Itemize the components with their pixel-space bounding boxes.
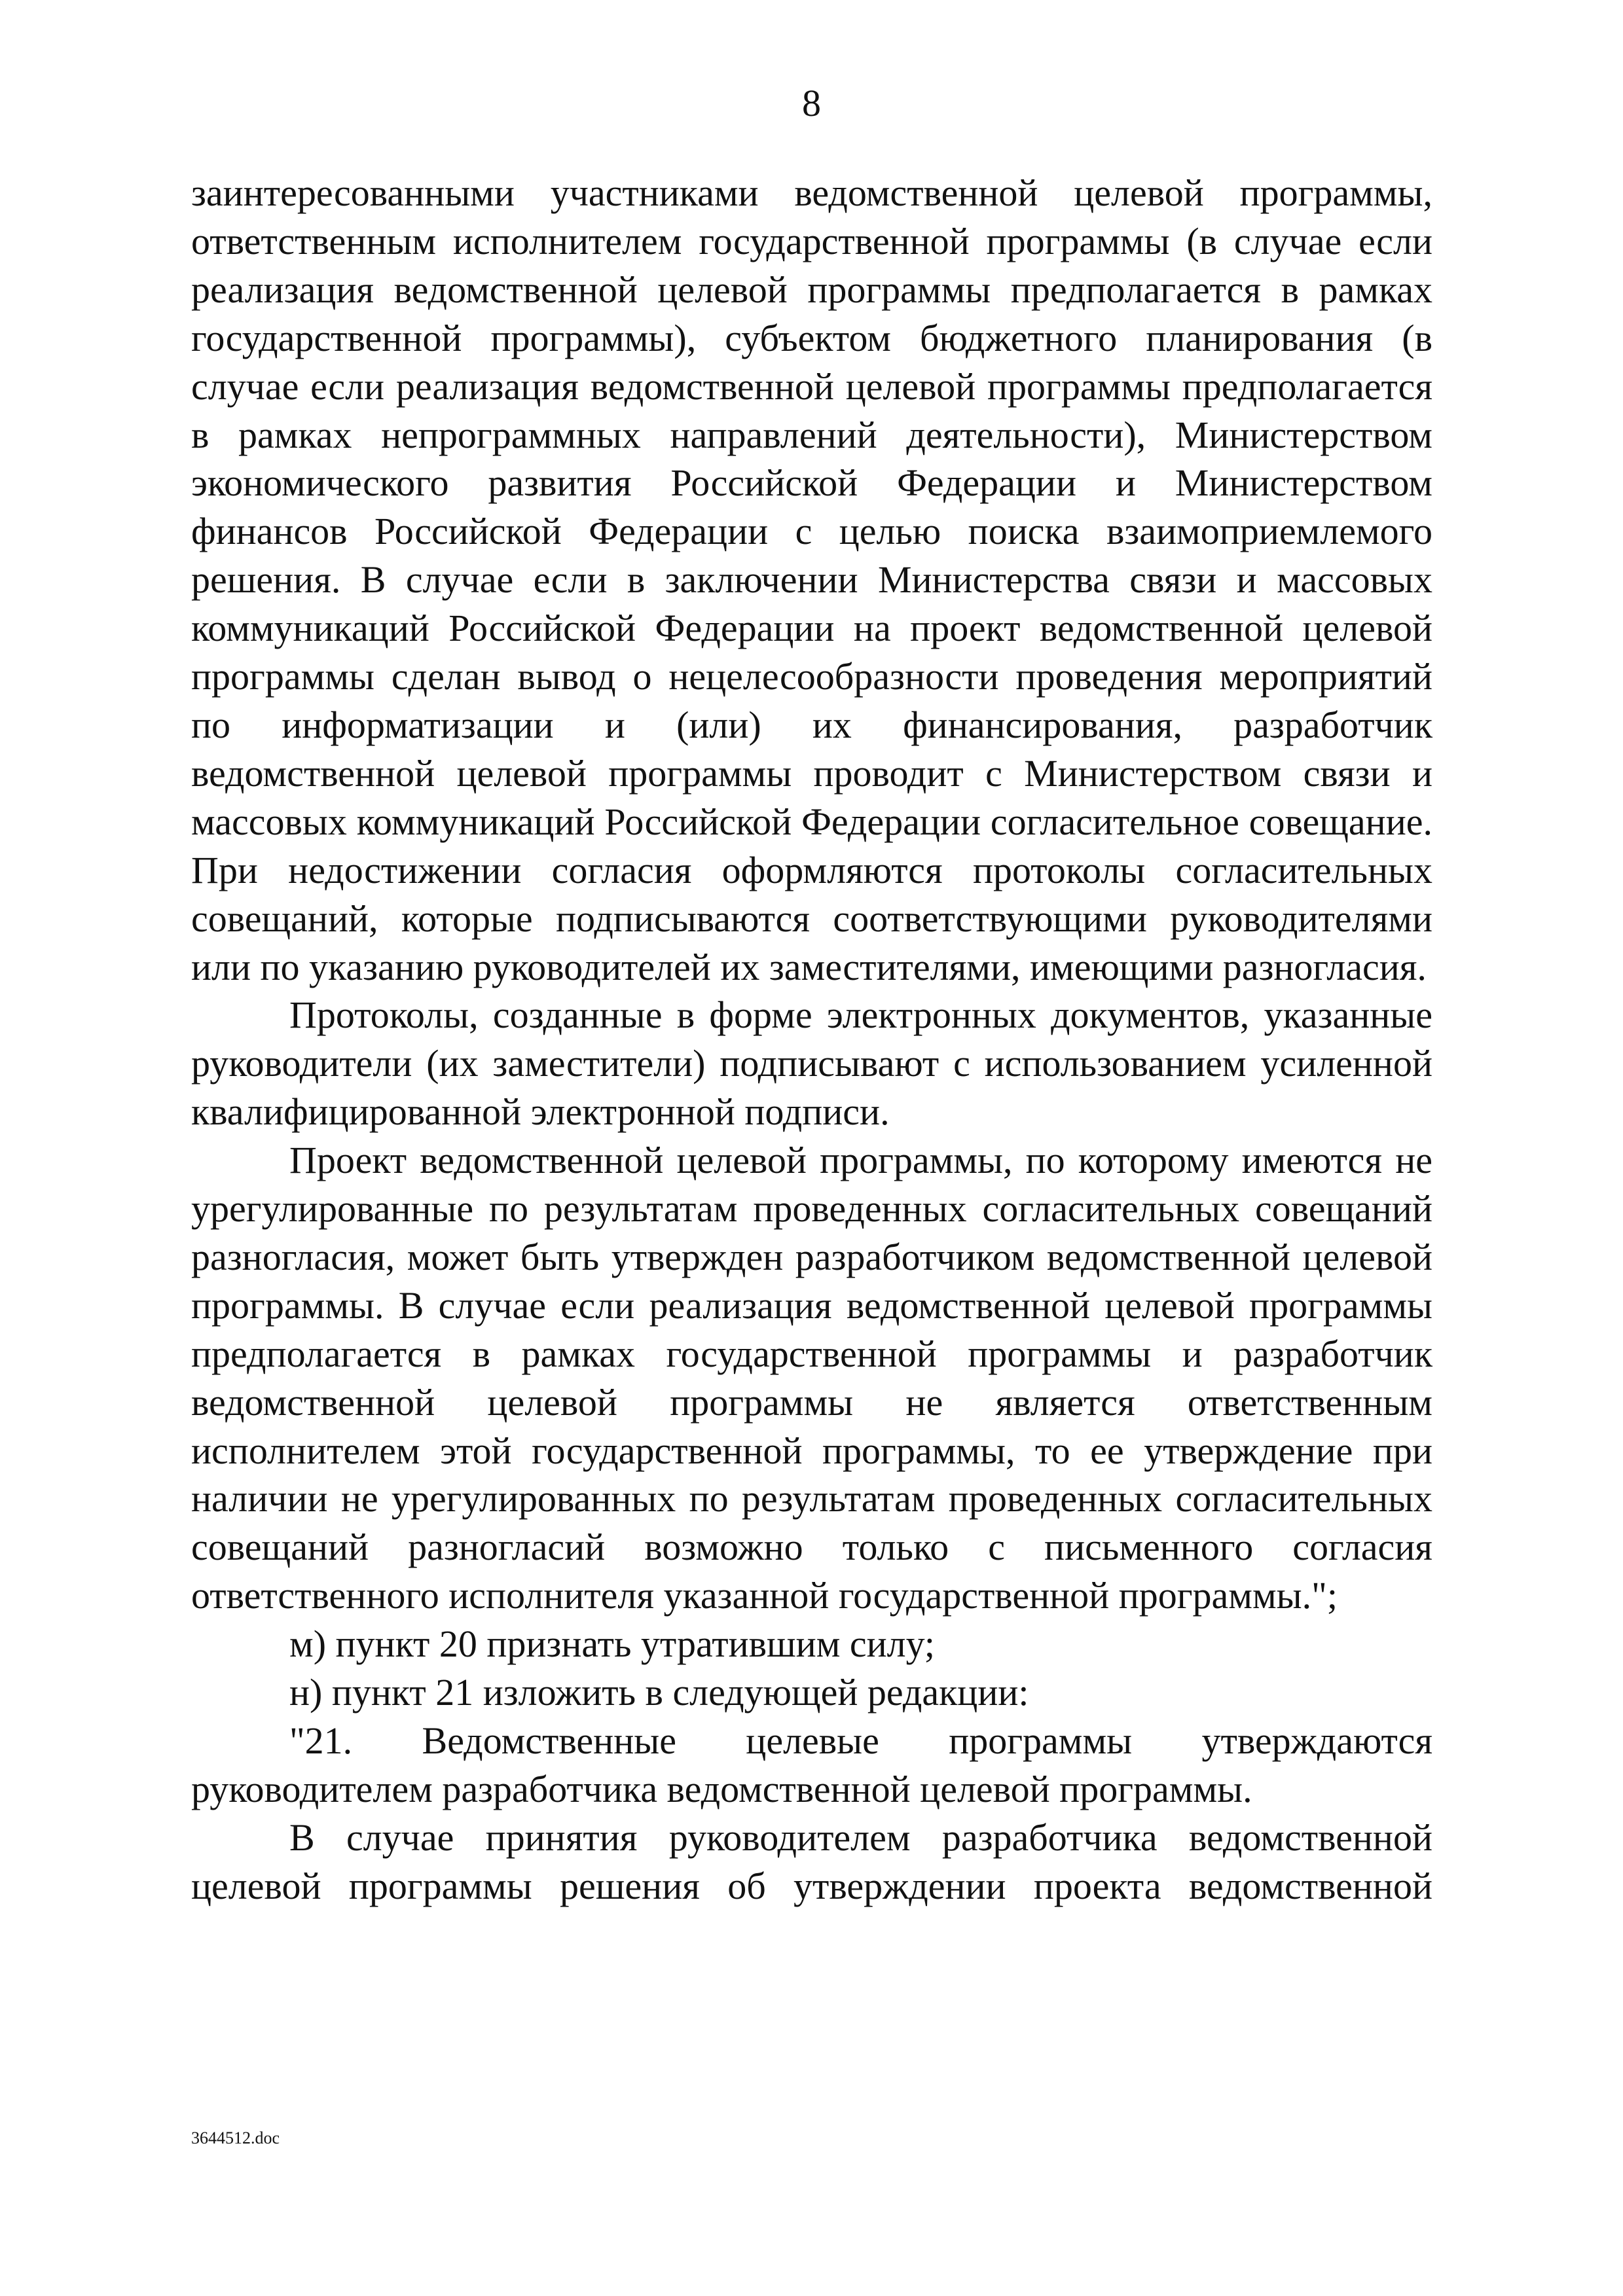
- paragraph-approval-decision: В случае принятия руководителем разработчика ведомственной целевой программы решения об утверждении проекта ведомственной: [191, 1816, 1432, 1907]
- paragraph-protocols: Протоколы, созданные в форме электронных документов, указанные руководители (их заместители) подписывают с использованием усиленной квалифицированной электронной подписи.: [191, 994, 1432, 1134]
- page-number: 8: [802, 82, 821, 124]
- document-body: [191, 169, 1432, 1910]
- paragraph-item-n: н) пункт 21 изложить в следующей редакции:: [289, 1671, 1029, 1714]
- paragraph-continuation: заинтересованными участниками ведомственной целевой программы, ответственным исполнителем государственной программы (в случае если реализация ведомственной целевой программы предполагается в рамках государственной программы), субъектом бюджетного планирования (в случае если реализация ведомственной целевой программы предполагается в рамках непрограммных направлений деятельности), Министерством экономического развития Российской Федерации и Министерством финансов Российской Федерации с целью поиска взаимоприемлемого решения. В случае если в заключении Министерства связи и массовых коммуникаций Российской Федерации на проект ведомственной целевой программы сделан вывод о нецелесообразности проведения мероприятий по информатизации и (или) их финансирования, разработчик ведомственной целевой программы проводит с Министерством связи и массовых коммуникаций Российской Федерации согласительное совещание. При недостижении согласия оформляются протоколы согласительных совещаний, которые подписываются соответствующими руководителями или по указанию руководителей их заместителями, имеющими разногласия.: [191, 171, 1432, 988]
- paragraph-draft-program: Проект ведомственной целевой программы, по которому имеются не урегулированные по результатам проведенных согласительных совещаний разногласия, может быть утвержден разработчиком ведомственной целевой программы. В случае если реализация ведомственной целевой программы предполагается в рамках государственной программы и разработчик ведомственной целевой программы не является ответственным исполнителем этой государственной программы, то ее утверждение при наличии не урегулированных по результатам проведенных согласительных совещаний разногласий возможно только с письменного согласия ответственного исполнителя указанной государственной программы.";: [191, 1139, 1432, 1617]
- paragraph-clause-21: "21. Ведомственные целевые программы утверждаются руководителем разработчика ведомственной целевой программы.: [191, 1719, 1432, 1810]
- document-file-code: 3644512.doc: [191, 2128, 280, 2147]
- paragraph-item-m: м) пункт 20 признать утратившим силу;: [289, 1623, 935, 1666]
